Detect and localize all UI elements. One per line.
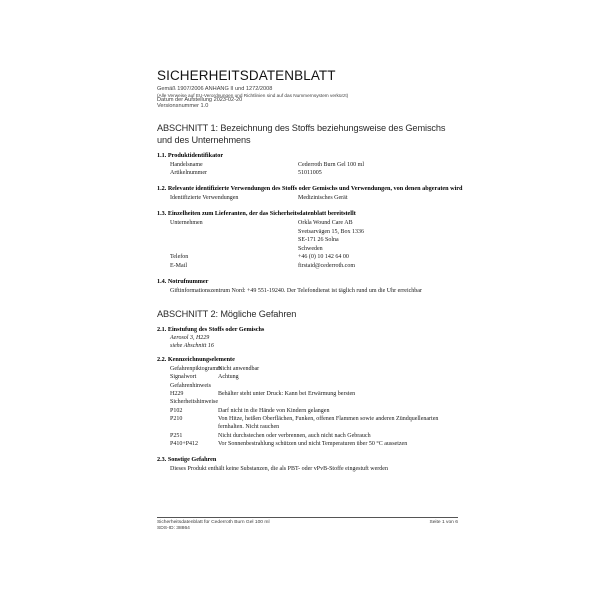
meta-version: Versionsnummer 1.0 bbox=[157, 102, 209, 109]
row-gefahrenpiktogramm bbox=[157, 365, 459, 373]
section-1-4-heading: 1.4. Notrufnummer bbox=[157, 278, 209, 286]
section-2-heading: ABSCHNITT 2: Mögliche Gefahren bbox=[157, 309, 297, 320]
company-address-block bbox=[298, 219, 459, 253]
field-value-p410-p412: Vor Sonnenbestrahlung schützen und nicht Temperaturen über 50 °C aussetzen bbox=[218, 440, 408, 447]
row-identifizierte-verwendungen bbox=[157, 194, 459, 202]
field-value-signalwort: Achtung bbox=[218, 374, 239, 381]
field-label-email: E-Mail bbox=[170, 262, 187, 269]
company-city: SE-171 26 Solna bbox=[298, 237, 339, 244]
row-unternehmen bbox=[157, 219, 459, 253]
field-value-p251: Nicht durchstechen oder verbrennen, auch nicht nach Gebrauch bbox=[218, 432, 371, 439]
field-value-telefon: +46 (0) 10 142 64 00 bbox=[298, 254, 349, 261]
meta-date: Datum der Aufstellung 2023-02-20 bbox=[157, 97, 243, 103]
field-label-p410-p412: P410+P412 bbox=[170, 440, 199, 447]
field-value-p102: Darf nicht in die Hände von Kindern gelangen bbox=[218, 407, 330, 414]
row-p251 bbox=[157, 432, 459, 440]
row-p410-p412 bbox=[157, 440, 459, 448]
emergency-number-text: Giftinformationszentrum Nord: +49 551-19240. Der Telefondienst ist täglich rund um die Uhr erreichbar bbox=[170, 288, 422, 295]
field-value-gefahrenhinweis bbox=[218, 382, 459, 390]
meta-regulation: Gemäß 1907/2006 ANHANG II und 1272/2008 bbox=[157, 86, 273, 92]
field-value-sicherheitshinweise bbox=[218, 398, 459, 406]
field-value-artikelnummer: 51011005 bbox=[298, 169, 322, 176]
field-value-piktogramm: Nicht anwendbar bbox=[218, 366, 260, 373]
field-label-gefahrenhinweis: Gefahrenhinweis bbox=[170, 382, 211, 389]
row-p102 bbox=[157, 407, 459, 415]
row-artikelnummer bbox=[157, 169, 459, 177]
page-footer bbox=[157, 517, 458, 532]
classification-reference: siehe Abschnitt 16 bbox=[170, 342, 214, 349]
section-1-heading: ABSCHNITT 1: Bezeichnung des Stoffs beziehungsweise des Gemischs und des Unternehmens bbox=[157, 123, 446, 145]
row-handelsname bbox=[157, 161, 459, 169]
section-2-3-heading: 2.3. Sonstige Gefahren bbox=[157, 456, 217, 464]
row-h229 bbox=[157, 390, 459, 398]
footer-left bbox=[157, 520, 270, 532]
section-1-1-heading: 1.1. Produktidentifikator bbox=[157, 151, 224, 159]
field-value-handelsname: Cederroth Burn Gel 100 ml bbox=[298, 161, 364, 168]
row-telefon bbox=[157, 253, 459, 261]
company-country: Schweden bbox=[298, 245, 323, 252]
field-label-signalwort: Signalwort bbox=[170, 374, 197, 381]
field-label-piktogramm: Gefahrenpiktogramm bbox=[170, 366, 222, 373]
meta-note: (Alle Verweise auf EU-Verordnungen und Richtlinien sind auf das Nummernsystem verkürzt) bbox=[157, 92, 349, 98]
field-label-p102: P102 bbox=[170, 407, 183, 414]
document-title: SICHERHEITSDATENBLATT bbox=[157, 68, 336, 83]
row-signalwort bbox=[157, 373, 459, 381]
field-value-verwendungen: Medizinisches Gerät bbox=[298, 195, 348, 202]
row-sicherheitshinweise bbox=[157, 398, 459, 406]
section-2-1-heading: 2.1. Einstufung des Stoffs oder Gemischs bbox=[157, 326, 265, 334]
company-name: Orkla Wound Care AB bbox=[298, 220, 353, 227]
other-hazards-text: Dieses Produkt enthält keine Substanzen, die als PBT- oder vPvB-Stoffe eingestuft werden bbox=[170, 466, 388, 473]
company-street: Svetsarvägen 15, Box 1336 bbox=[298, 228, 364, 235]
section-2-2-heading: 2.2. Kennzeichnungselemente bbox=[157, 356, 235, 364]
row-p210 bbox=[157, 415, 459, 432]
field-value-h229: Behälter steht unter Druck: Kann bei Erwärmung bersten bbox=[218, 391, 356, 398]
field-label-telefon: Telefon bbox=[170, 254, 189, 261]
field-label-p210: P210 bbox=[170, 415, 183, 422]
row-email bbox=[157, 262, 459, 270]
section-1-3-heading: 1.3. Einzelheiten zum Lieferanten, der das Sicherheitsdatenblatt bereitstellt bbox=[157, 210, 356, 218]
footer-sds-id: SDS-ID: 38864 bbox=[157, 525, 190, 531]
field-label-artikelnummer: Artikelnummer bbox=[170, 169, 207, 176]
field-label-unternehmen: Unternehmen bbox=[170, 220, 203, 227]
footer-page-number: Seite 1 von 6 bbox=[429, 520, 458, 525]
classification-line: Aerosol 3, H229 bbox=[170, 335, 210, 342]
field-label-p251: P251 bbox=[170, 432, 183, 439]
field-value-email: firstaid@cederroth.com bbox=[298, 262, 356, 269]
field-label-handelsname: Handelsname bbox=[170, 161, 203, 168]
field-label-verwendungen: Identifizierte Verwendungen bbox=[170, 195, 239, 202]
document-meta bbox=[157, 87, 459, 109]
row-gefahrenhinweis bbox=[157, 382, 459, 390]
datasheet-page bbox=[157, 68, 463, 473]
field-label-sicherheitshinweise: Sicherheitshinweise bbox=[170, 399, 218, 406]
field-label-h229: H229 bbox=[170, 391, 184, 398]
footer-doc-title: Sicherheitsdatenblatt für Cederroth Burn Gel 100 ml bbox=[157, 520, 270, 525]
section-1-2-heading: 1.2. Relevante identifizierte Verwendungen des Stoffs oder Gemischs und Verwendungen, von denen abgeraten wird bbox=[157, 185, 463, 193]
field-value-p210: Von Hitze, heißen Oberflächen, Funken, offenen Flammen sowie anderen Zündquellenarten fernhalten. Nicht rauchen bbox=[218, 415, 439, 431]
